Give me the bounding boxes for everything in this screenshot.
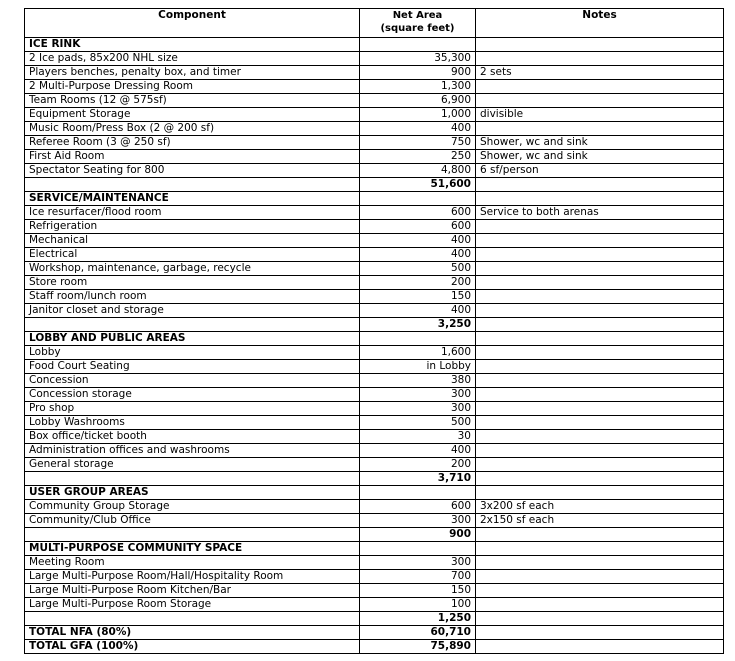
table-row bbox=[25, 276, 724, 290]
net-area-cell: 1,300 bbox=[360, 80, 476, 94]
notes-cell bbox=[476, 388, 724, 402]
component-cell: Electrical bbox=[25, 248, 360, 262]
header-notes: Notes bbox=[476, 9, 724, 38]
notes-cell bbox=[476, 276, 724, 290]
subtotal-row bbox=[25, 318, 724, 332]
notes-cell bbox=[476, 234, 724, 248]
table-row bbox=[25, 570, 724, 584]
notes-cell bbox=[476, 122, 724, 136]
notes-cell bbox=[476, 38, 724, 52]
table-row bbox=[25, 94, 724, 108]
net-area-cell: 1,600 bbox=[360, 346, 476, 360]
component-cell: LOBBY AND PUBLIC AREAS bbox=[25, 332, 360, 346]
notes-cell: Shower, wc and sink bbox=[476, 136, 724, 150]
component-cell: Team Rooms (12 @ 575sf) bbox=[25, 94, 360, 108]
net-area-cell bbox=[360, 486, 476, 500]
net-area-cell: 400 bbox=[360, 444, 476, 458]
component-cell: Large Multi-Purpose Room Kitchen/Bar bbox=[25, 584, 360, 598]
net-area-cell: in Lobby bbox=[360, 360, 476, 374]
net-area-cell bbox=[360, 542, 476, 556]
notes-cell bbox=[476, 640, 724, 654]
notes-cell bbox=[476, 626, 724, 640]
table-body bbox=[25, 38, 724, 654]
net-area-cell: 600 bbox=[360, 206, 476, 220]
component-cell: Store room bbox=[25, 276, 360, 290]
table-row bbox=[25, 220, 724, 234]
component-cell: TOTAL NFA (80%) bbox=[25, 626, 360, 640]
component-cell: Janitor closet and storage bbox=[25, 304, 360, 318]
component-cell: Music Room/Press Box (2 @ 200 sf) bbox=[25, 122, 360, 136]
notes-cell bbox=[476, 262, 724, 276]
component-cell bbox=[25, 318, 360, 332]
section-header-row bbox=[25, 332, 724, 346]
notes-cell bbox=[476, 430, 724, 444]
net-area-cell: 500 bbox=[360, 416, 476, 430]
component-cell: Ice resurfacer/flood room bbox=[25, 206, 360, 220]
table-row bbox=[25, 444, 724, 458]
header-component: Component bbox=[25, 9, 360, 38]
notes-cell bbox=[476, 94, 724, 108]
notes-cell bbox=[476, 304, 724, 318]
table-row bbox=[25, 346, 724, 360]
net-area-cell: 380 bbox=[360, 374, 476, 388]
table-row bbox=[25, 402, 724, 416]
component-cell: MULTI-PURPOSE COMMUNITY SPACE bbox=[25, 542, 360, 556]
net-area-cell: 400 bbox=[360, 122, 476, 136]
notes-cell bbox=[476, 374, 724, 388]
notes-cell: 2 sets bbox=[476, 66, 724, 80]
net-area-cell: 400 bbox=[360, 304, 476, 318]
component-cell bbox=[25, 178, 360, 192]
component-cell: USER GROUP AREAS bbox=[25, 486, 360, 500]
table-row bbox=[25, 248, 724, 262]
header-net-area-label: Net Area bbox=[392, 10, 443, 21]
section-header-row bbox=[25, 192, 724, 206]
component-cell: Spectator Seating for 800 bbox=[25, 164, 360, 178]
notes-cell: 2x150 sf each bbox=[476, 514, 724, 528]
net-area-cell: 600 bbox=[360, 500, 476, 514]
net-area-cell: 1,250 bbox=[360, 612, 476, 626]
component-cell: Administration offices and washrooms bbox=[25, 444, 360, 458]
notes-cell bbox=[476, 444, 724, 458]
subtotal-row bbox=[25, 472, 724, 486]
notes-cell bbox=[476, 612, 724, 626]
component-cell: Concession storage bbox=[25, 388, 360, 402]
header-net-area bbox=[360, 9, 476, 38]
net-area-cell: 700 bbox=[360, 570, 476, 584]
subtotal-row bbox=[25, 612, 724, 626]
net-area-cell: 200 bbox=[360, 276, 476, 290]
notes-cell bbox=[476, 486, 724, 500]
net-area-cell: 30 bbox=[360, 430, 476, 444]
table-row bbox=[25, 514, 724, 528]
component-cell: Workshop, maintenance, garbage, recycle bbox=[25, 262, 360, 276]
table-row bbox=[25, 430, 724, 444]
header-row bbox=[25, 9, 724, 38]
table-row bbox=[25, 150, 724, 164]
component-cell: Meeting Room bbox=[25, 556, 360, 570]
net-area-cell: 4,800 bbox=[360, 164, 476, 178]
notes-cell bbox=[476, 556, 724, 570]
table-row bbox=[25, 290, 724, 304]
notes-cell bbox=[476, 178, 724, 192]
net-area-cell: 150 bbox=[360, 584, 476, 598]
table-row bbox=[25, 66, 724, 80]
notes-cell bbox=[476, 192, 724, 206]
component-cell: Refrigeration bbox=[25, 220, 360, 234]
notes-cell: divisible bbox=[476, 108, 724, 122]
component-cell: Lobby bbox=[25, 346, 360, 360]
table-row bbox=[25, 234, 724, 248]
table-row bbox=[25, 500, 724, 514]
table-row bbox=[25, 136, 724, 150]
component-cell: TOTAL GFA (100%) bbox=[25, 640, 360, 654]
net-area-cell bbox=[360, 192, 476, 206]
table-row bbox=[25, 416, 724, 430]
notes-cell bbox=[476, 52, 724, 66]
header-net-area-unit: (square feet) bbox=[380, 23, 455, 34]
notes-cell bbox=[476, 220, 724, 234]
component-cell: First Aid Room bbox=[25, 150, 360, 164]
table-row bbox=[25, 388, 724, 402]
net-area-cell: 51,600 bbox=[360, 178, 476, 192]
component-cell: Large Multi-Purpose Room/Hall/Hospitality Room bbox=[25, 570, 360, 584]
table-row bbox=[25, 360, 724, 374]
table-row bbox=[25, 458, 724, 472]
table-row bbox=[25, 108, 724, 122]
net-area-cell: 3,250 bbox=[360, 318, 476, 332]
net-area-cell: 900 bbox=[360, 528, 476, 542]
net-area-cell: 200 bbox=[360, 458, 476, 472]
net-area-cell: 400 bbox=[360, 248, 476, 262]
section-header-row bbox=[25, 486, 724, 500]
notes-cell bbox=[476, 472, 724, 486]
component-cell: Box office/ticket booth bbox=[25, 430, 360, 444]
net-area-cell: 250 bbox=[360, 150, 476, 164]
subtotal-row bbox=[25, 528, 724, 542]
net-area-cell: 750 bbox=[360, 136, 476, 150]
table-row bbox=[25, 80, 724, 94]
net-area-cell: 300 bbox=[360, 402, 476, 416]
notes-cell bbox=[476, 570, 724, 584]
component-cell: Mechanical bbox=[25, 234, 360, 248]
subtotal-row bbox=[25, 178, 724, 192]
component-cell: Community Group Storage bbox=[25, 500, 360, 514]
table-row bbox=[25, 374, 724, 388]
notes-cell bbox=[476, 584, 724, 598]
notes-cell bbox=[476, 598, 724, 612]
table-row bbox=[25, 122, 724, 136]
notes-cell bbox=[476, 416, 724, 430]
net-area-cell: 100 bbox=[360, 598, 476, 612]
table-row bbox=[25, 206, 724, 220]
table-row bbox=[25, 598, 724, 612]
notes-cell: 3x200 sf each bbox=[476, 500, 724, 514]
net-area-cell bbox=[360, 332, 476, 346]
component-cell: Concession bbox=[25, 374, 360, 388]
component-cell: Staff room/lunch room bbox=[25, 290, 360, 304]
table-row bbox=[25, 262, 724, 276]
net-area-cell: 500 bbox=[360, 262, 476, 276]
net-area-cell: 900 bbox=[360, 66, 476, 80]
notes-cell bbox=[476, 528, 724, 542]
notes-cell bbox=[476, 318, 724, 332]
net-area-cell: 300 bbox=[360, 388, 476, 402]
component-cell: Players benches, penalty box, and timer bbox=[25, 66, 360, 80]
notes-cell bbox=[476, 290, 724, 304]
notes-cell bbox=[476, 402, 724, 416]
component-cell: 2 Multi-Purpose Dressing Room bbox=[25, 80, 360, 94]
section-header-row bbox=[25, 542, 724, 556]
net-area-cell: 150 bbox=[360, 290, 476, 304]
net-area-cell: 3,710 bbox=[360, 472, 476, 486]
component-cell: ICE RINK bbox=[25, 38, 360, 52]
table-row bbox=[25, 52, 724, 66]
table-row bbox=[25, 304, 724, 318]
net-area-cell: 35,300 bbox=[360, 52, 476, 66]
table-row bbox=[25, 584, 724, 598]
net-area-cell: 6,900 bbox=[360, 94, 476, 108]
component-cell: 2 Ice pads, 85x200 NHL size bbox=[25, 52, 360, 66]
notes-cell bbox=[476, 542, 724, 556]
component-cell: Community/Club Office bbox=[25, 514, 360, 528]
component-cell bbox=[25, 528, 360, 542]
component-cell: Pro shop bbox=[25, 402, 360, 416]
net-area-cell: 60,710 bbox=[360, 626, 476, 640]
component-cell: Large Multi-Purpose Room Storage bbox=[25, 598, 360, 612]
component-cell bbox=[25, 472, 360, 486]
notes-cell bbox=[476, 80, 724, 94]
notes-cell bbox=[476, 248, 724, 262]
component-cell: Referee Room (3 @ 250 sf) bbox=[25, 136, 360, 150]
net-area-cell: 75,890 bbox=[360, 640, 476, 654]
net-area-cell: 300 bbox=[360, 514, 476, 528]
total-row bbox=[25, 640, 724, 654]
notes-cell bbox=[476, 360, 724, 374]
table-row bbox=[25, 556, 724, 570]
notes-cell: Service to both arenas bbox=[476, 206, 724, 220]
net-area-cell: 1,000 bbox=[360, 108, 476, 122]
net-area-cell bbox=[360, 38, 476, 52]
notes-cell bbox=[476, 332, 724, 346]
notes-cell: Shower, wc and sink bbox=[476, 150, 724, 164]
component-cell: SERVICE/MAINTENANCE bbox=[25, 192, 360, 206]
component-cell: Lobby Washrooms bbox=[25, 416, 360, 430]
net-area-cell: 400 bbox=[360, 234, 476, 248]
net-area-cell: 300 bbox=[360, 556, 476, 570]
notes-cell bbox=[476, 346, 724, 360]
net-area-cell: 600 bbox=[360, 220, 476, 234]
table-row bbox=[25, 164, 724, 178]
notes-cell bbox=[476, 458, 724, 472]
component-cell: General storage bbox=[25, 458, 360, 472]
component-cell: Food Court Seating bbox=[25, 360, 360, 374]
notes-cell: 6 sf/person bbox=[476, 164, 724, 178]
component-cell: Equipment Storage bbox=[25, 108, 360, 122]
component-cell bbox=[25, 612, 360, 626]
section-header-row bbox=[25, 38, 724, 52]
area-program-table bbox=[24, 8, 724, 654]
total-row bbox=[25, 626, 724, 640]
